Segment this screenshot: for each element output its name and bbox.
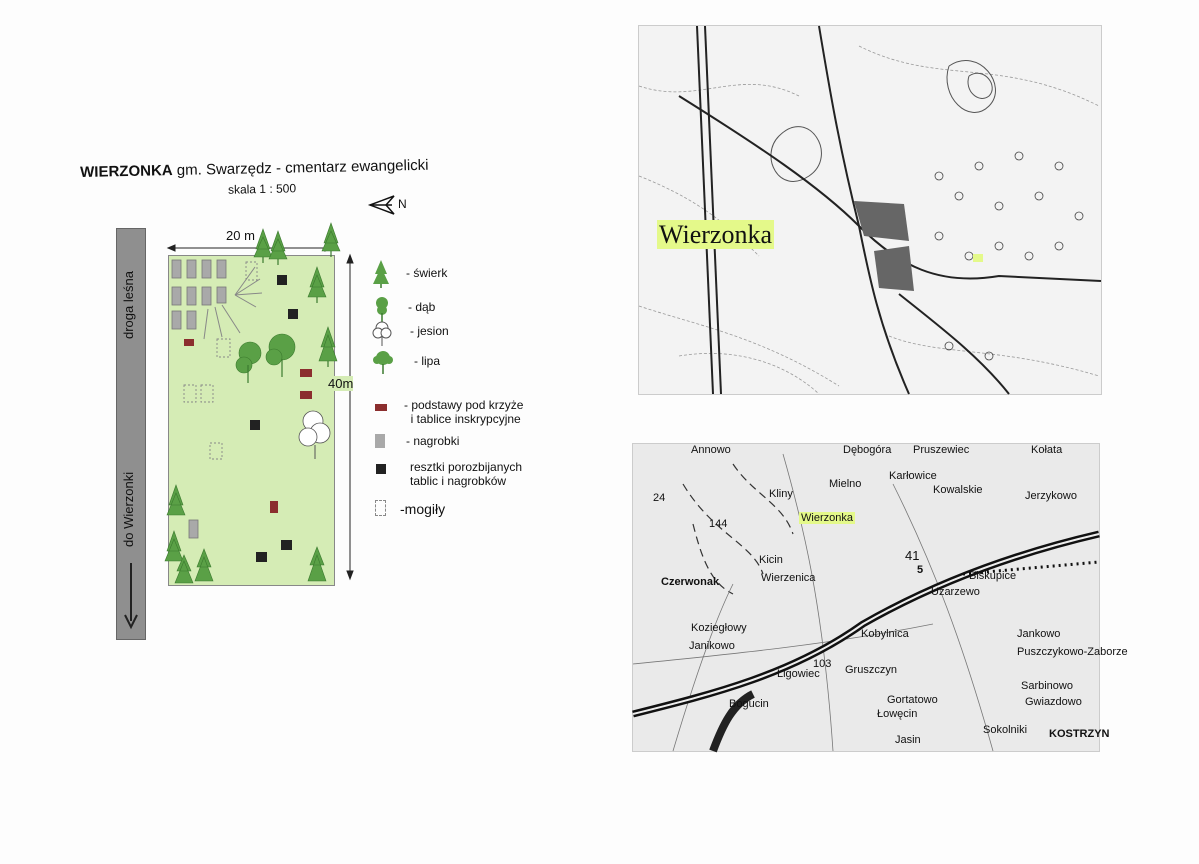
- road-number-41: 41: [905, 548, 920, 563]
- plan-title: [80, 157, 429, 181]
- place-kozieglowy: Koziegłowy: [691, 622, 747, 634]
- plan-scale: skala 1 : 500: [227, 181, 297, 197]
- legend: [372, 258, 612, 528]
- place-pruszewiec: Pruszewiec: [913, 444, 970, 456]
- topographic-map: [638, 25, 1102, 395]
- place-bogucin: Bogucin: [729, 698, 769, 710]
- place-kicin: Kicin: [759, 554, 783, 566]
- place-mielno: Mielno: [829, 478, 862, 490]
- legend-oak-label: - dąb: [408, 300, 436, 314]
- place-sokolniki: Sokolniki: [983, 724, 1028, 736]
- place-kostrzyn: KOSTRZYN: [1049, 728, 1110, 740]
- place-uzarzewo: Uzarzewo: [931, 586, 980, 598]
- spruce-icon: [372, 260, 390, 288]
- place-janikowo: Janikowo: [689, 640, 735, 652]
- place-jasin: Jasin: [895, 734, 921, 746]
- linden-icon: [372, 350, 394, 374]
- place-czerwonak: Czerwonak: [661, 576, 720, 588]
- legend-remains-label: resztki porozbijanych tablic i nagrobków: [410, 460, 523, 488]
- legend-linden-label: - lipa: [414, 354, 441, 368]
- dotted-square-icon: [375, 500, 386, 516]
- oak-icon: [374, 296, 390, 322]
- north-label: N: [398, 197, 407, 211]
- legend-graves-label: -mogiły: [400, 501, 446, 517]
- place-karlowice: Karłowice: [889, 470, 937, 482]
- place-wierzenica: Wierzenica: [761, 572, 816, 584]
- place-kowalskie: Kowalskie: [933, 484, 983, 496]
- road-number-24: 24: [653, 492, 666, 504]
- topo-label-wierzonka: Wierzonka: [659, 220, 773, 249]
- plot-features: [160, 215, 370, 595]
- width-dimension: 20 m: [226, 228, 255, 243]
- legend-ash-label: - jesion: [410, 324, 449, 338]
- place-ligowiec: Ligowiec: [777, 668, 820, 680]
- place-jerzykowo: Jerzykowo: [1025, 490, 1077, 502]
- forest-road: [116, 228, 146, 640]
- topographic-map-drawing: [639, 26, 1101, 394]
- place-gortatowo: Gortatowo: [887, 694, 938, 706]
- place-sarbinowo: Sarbinowo: [1021, 680, 1073, 692]
- north-arrow: [368, 194, 412, 216]
- place-lowecin: Łowęcin: [877, 708, 918, 720]
- place-biskupice: Biskupice: [969, 570, 1017, 582]
- length-dimension: 40m: [328, 376, 354, 391]
- place-wierzonka: Wierzonka: [801, 512, 853, 524]
- road-map: [632, 443, 1128, 752]
- road-number-144: 144: [709, 518, 728, 530]
- place-gruszczyn: Gruszczyn: [845, 664, 897, 676]
- place-gwiazdowo: Gwiazdowo: [1025, 696, 1082, 708]
- road-number-5: 5: [917, 564, 924, 576]
- ash-icon: [372, 320, 392, 346]
- road-number-103: 103: [813, 658, 832, 670]
- direction-arrow-icon: [123, 563, 139, 629]
- plan-title-place: WIERZONKA: [80, 162, 173, 181]
- place-puszczykowo-zaborze: Puszczykowo-Zaborze: [1017, 646, 1128, 658]
- plan-title-rest: gm. Swarzędz - cmentarz ewangelicki: [176, 156, 429, 179]
- place-kobylnica: Kobylnica: [861, 628, 909, 640]
- place-jankowo: Jankowo: [1017, 628, 1061, 640]
- road-bottom-label: do Wierzonki: [121, 471, 136, 547]
- gray-square-icon: [375, 434, 385, 448]
- legend-spruce-label: - świerk: [406, 266, 448, 280]
- place-debogora: Dębogóra: [843, 444, 892, 456]
- black-square-icon: [376, 464, 386, 474]
- legend-gravestones-label: - nagrobki: [406, 434, 460, 448]
- road-top-label: droga leśna: [121, 271, 136, 339]
- red-square-icon: [375, 404, 387, 411]
- legend-bases-label: - podstawy pod krzyże i tablice inskrypcyjne: [404, 398, 524, 426]
- place-annowo: Annowo: [691, 444, 731, 456]
- place-kolata: Kołata: [1031, 444, 1063, 456]
- place-kliny: Kliny: [769, 488, 793, 500]
